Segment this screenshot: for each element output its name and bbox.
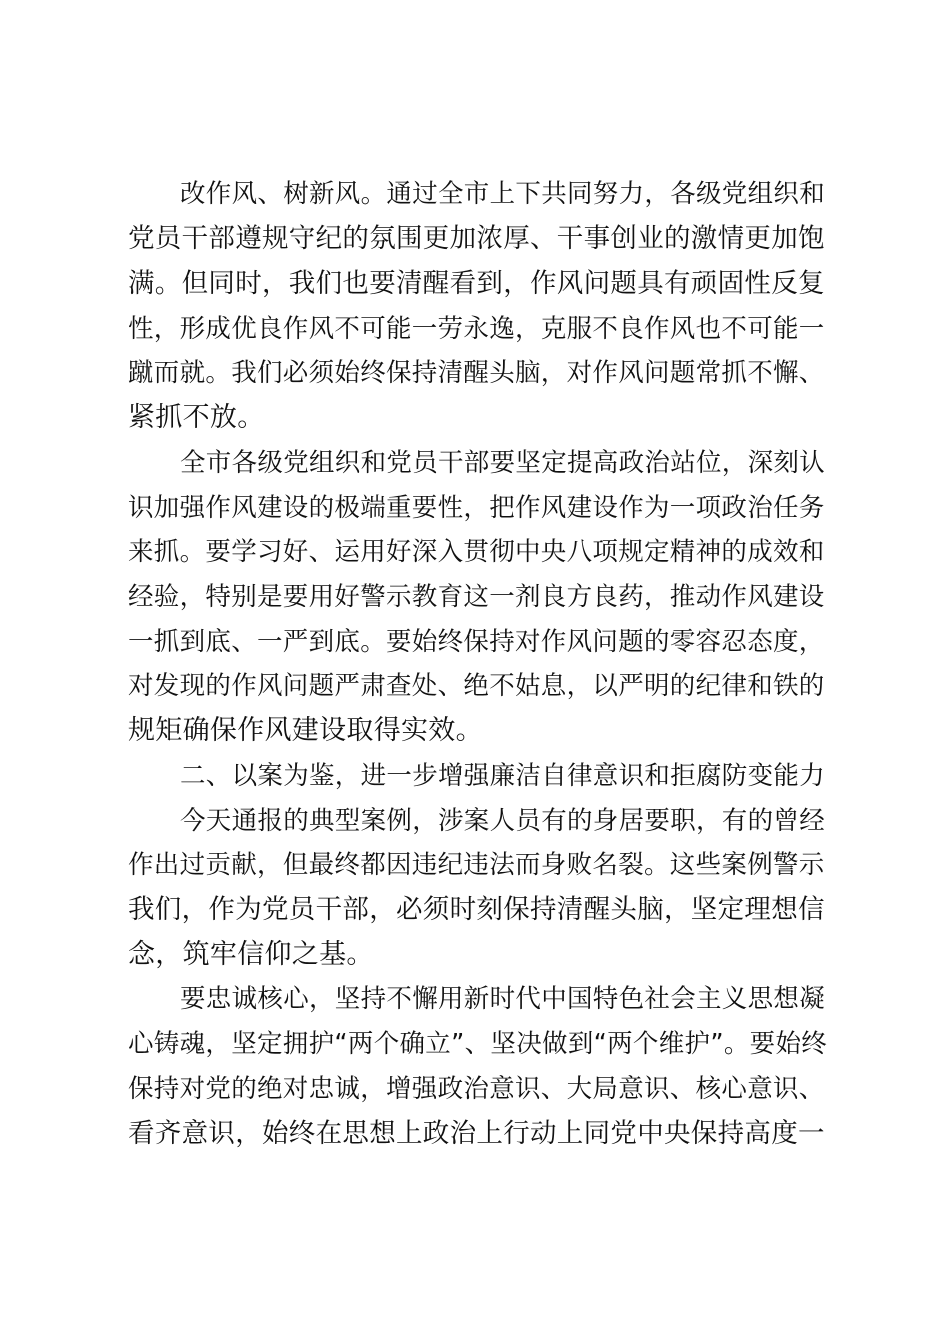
paragraph-3-line-4: 念，筑牢信仰之基。 [128,939,374,970]
paragraph-1-line-1: 改作风、树新风。通过全市上下共同努力，各级党组织和 [180,179,826,209]
paragraph-3-line-2: 作出过贡献，但最终都因违纪违法而身败名裂。这些案例警示 [128,850,825,880]
paragraph-1-line-6: 紧抓不放。 [128,402,265,433]
paragraph-4-line-1: 要忠诚核心，坚持不懈用新时代中国特色社会主义思想凝 [180,984,826,1014]
paragraph-2-line-6: 对发现的作风问题严肃查处、绝不姑息，以严明的纪律和铁的 [128,671,825,701]
paragraph-2-line-3: 来抓。要学习好、运用好深入贯彻中央八项规定精神的成效和 [128,537,825,567]
paragraph-2-line-4: 经验，特别是要用好警示教育这一剂良方良药，推动作风建设 [128,582,825,612]
paragraph-2-line-5: 一抓到底、一严到底。要始终保持对作风问题的零容忍态度， [128,627,825,657]
paragraph-3-line-1: 今天通报的典型案例，涉案人员有的身居要职，有的曾经 [180,806,826,836]
paragraph-1-line-2: 党员干部遵规守纪的氛围更加浓厚、干事创业的激情更加饱 [128,223,825,254]
paragraph-4-line-2: 心铸魂，坚定拥护“两个确立”、坚决做到“两个维护”。要始终 [128,1029,828,1059]
paragraph-2-line-1: 全市各级党组织和党员干部要坚定提高政治站位，深刻认 [180,448,826,478]
section-heading: 二、以案为鉴，进一步增强廉洁自律意识和拒腐防变能力 [180,761,826,791]
paragraph-4-line-3: 保持对党的绝对忠诚，增强政治意识、大局意识、核心意识、 [128,1074,825,1104]
paragraph-3-line-3: 我们，作为党员干部，必须时刻保持清醒头脑，坚定理想信 [128,894,825,925]
paragraph-2-line-7: 规矩确保作风建设取得实效。 [128,715,483,746]
paragraph-1-line-4: 性，形成优良作风不可能一劳永逸，克服不良作风也不可能一 [128,314,825,344]
paragraph-4-line-4: 看齐意识，始终在思想上政治上行动上同党中央保持高度一 [128,1118,825,1149]
paragraph-1-line-3: 满。但同时，我们也要清醒看到，作风问题具有顽固性反复 [128,268,825,299]
paragraph-2-line-2: 识加强作风建设的极端重要性，把作风建设作为一项政治任务 [128,493,825,523]
paragraph-1-line-5: 蹴而就。我们必须始终保持清醒头脑，对作风问题常抓不懈、 [128,358,825,388]
